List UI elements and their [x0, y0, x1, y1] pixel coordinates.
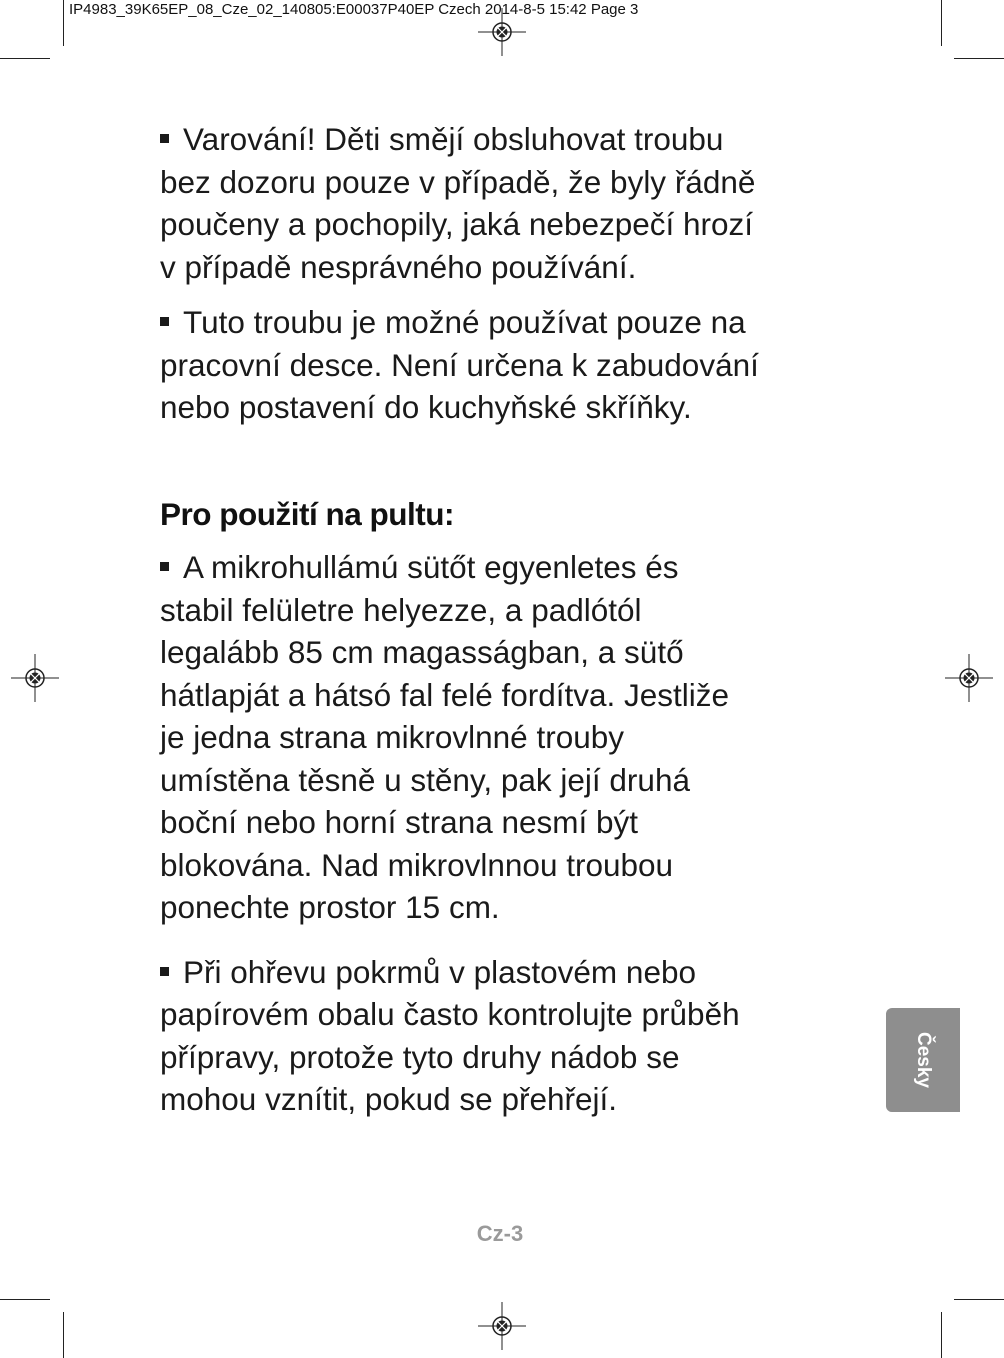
language-tab	[886, 1008, 960, 1112]
paragraph-line: je jedna strana mikrovlnné trouby	[160, 719, 624, 755]
paragraph-line: ponechte prostor 15 cm.	[160, 889, 500, 925]
paragraph-line: Tuto troubu je možné používat pouze na	[183, 304, 746, 340]
paragraph-line: poučeny a pochopily, jaká nebezpečí hrozí	[160, 206, 754, 242]
registration-mark-top-icon	[478, 8, 526, 56]
language-tab-label: Česky	[913, 1032, 934, 1088]
paragraph-line: Při ohřevu pokrmů v plastovém nebo	[183, 953, 696, 990]
paragraph-line: papírovém obalu často kontrolujte průběh	[160, 996, 740, 1032]
crop-mark	[0, 58, 50, 59]
usage-paragraph	[160, 301, 850, 429]
registration-mark-left-icon	[11, 654, 59, 702]
paragraph-line: v případě nesprávného používání.	[160, 248, 637, 285]
paragraph-line: A mikrohullámú sütőt egyenletes és	[183, 549, 679, 585]
paragraph-line: stabil felületre helyezze, a padlótól	[160, 591, 642, 628]
bullet-icon	[160, 967, 169, 976]
crop-mark	[954, 58, 1004, 59]
crop-mark	[63, 0, 64, 46]
page-number	[0, 1221, 1004, 1247]
paragraph-line: boční nebo horní strana nesmí být	[160, 804, 639, 840]
print-header: IP4983_39K65EP_08_Cze_02_140805:E00037P40EP Czech 2014-8-5 15:42 Page 3	[69, 1, 639, 18]
bullet-icon	[160, 562, 169, 571]
paragraph-line: bez dozoru pouze v případě, že byly řádně	[160, 163, 756, 200]
paragraph-line: mohou vznítit, pokud se přehřejí.	[160, 1081, 617, 1117]
bullet-icon	[160, 134, 169, 143]
heating-paragraph	[160, 951, 850, 1121]
crop-mark	[941, 1312, 942, 1358]
paragraph-line: legalább 85 cm magasságban, a sütő	[160, 634, 684, 670]
warning-paragraph	[160, 118, 850, 288]
registration-mark-bottom-icon	[478, 1302, 526, 1350]
crop-mark	[954, 1299, 1004, 1300]
crop-mark	[63, 1312, 64, 1358]
page-content	[160, 118, 850, 1121]
paragraph-line: umístěna těsně u stěny, pak její druhá	[160, 761, 690, 798]
bullet-icon	[160, 317, 169, 326]
paragraph-line: Varování! Děti smějí obsluhovat troubu	[183, 121, 724, 157]
page-number-label: Cz-3	[476, 1221, 524, 1246]
paragraph-line: přípravy, protože tyto druhy nádob se	[160, 1038, 680, 1075]
crop-mark	[0, 1299, 50, 1300]
paragraph-line: blokována. Nad mikrovlnnou troubou	[160, 846, 674, 883]
registration-mark-right-icon	[945, 654, 993, 702]
placement-paragraph	[160, 546, 850, 929]
section-heading: Pro použití na pultu:	[160, 495, 454, 532]
crop-mark	[941, 0, 942, 46]
paragraph-line: hátlapját a hátsó fal felé fordítva. Jestliže	[160, 676, 730, 713]
paragraph-line: nebo postavení do kuchyňské skříňky.	[160, 389, 692, 425]
paragraph-line: pracovní desce. Není určena k zabudování	[160, 346, 759, 383]
